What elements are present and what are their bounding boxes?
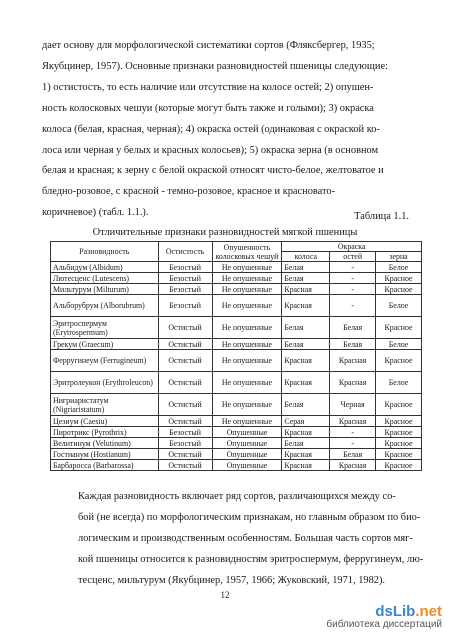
spike-color-cell: Красная xyxy=(282,460,330,471)
watermark-subtitle: библиотека диссертаций xyxy=(326,619,442,630)
table-row xyxy=(51,273,422,284)
table-row xyxy=(51,449,422,460)
awn-cell: Безостый xyxy=(158,295,212,317)
text-line: белая и красная; к зерну с белой окраской относят чисто-белое, желтоватое и xyxy=(42,165,384,177)
variety-cell: Нигриаристатум (Nigriaristatum) xyxy=(51,394,159,416)
text-line: бой (не всегда) по морфологическим признакам, но главным образом по био- xyxy=(78,511,421,523)
table-row xyxy=(51,317,422,339)
grain-color-cell: Красное xyxy=(376,427,422,438)
awns-color-cell: Белая xyxy=(330,317,376,339)
watermark-logo-a: dsLib xyxy=(375,603,416,620)
header-awns: остей xyxy=(330,252,376,262)
spike-color-cell: Красная xyxy=(282,350,330,372)
header-awn: Остистость xyxy=(158,242,212,262)
grain-color-cell: Красное xyxy=(376,273,422,284)
spike-color-cell: Белая xyxy=(282,438,330,449)
awns-color-cell: - xyxy=(330,273,376,284)
header-grain: зерна xyxy=(376,252,422,262)
variety-cell: Лютесценс (Lutescens) xyxy=(51,273,159,284)
varieties-table xyxy=(50,241,422,471)
variety-cell: Ферругинеум (Ferrugineum) xyxy=(51,350,159,372)
text-line: дает основу для морфологической систематики сортов (Фляксбергер, 1935; xyxy=(42,40,375,51)
text-line: Якубцинер, 1957). Основные признаки разновидностей пшеницы следующие: xyxy=(42,60,388,72)
watermark-logo xyxy=(326,603,442,620)
awns-color-cell: Черная xyxy=(330,394,376,416)
text-line: 1) остистость, то есть наличие или отсутствие на колосе остей; 2) опушен- xyxy=(42,81,374,93)
text-line: ность колосковых чешуи (которые могут быть также и голыми); 3) окраска xyxy=(42,102,374,114)
awns-color-cell: Красная xyxy=(330,416,376,427)
watermark-logo-b: .net xyxy=(415,603,442,620)
grain-color-cell: Красное xyxy=(376,449,422,460)
variety-cell: Эритролеукон (Erythroleucon) xyxy=(51,372,159,394)
spike-color-cell: Серая xyxy=(282,416,330,427)
pubescence-cell: Не опушенные xyxy=(212,416,282,427)
variety-cell: Мильтурум (Milturum) xyxy=(51,284,159,295)
spike-color-cell: Белая xyxy=(282,262,330,273)
table-row xyxy=(51,339,422,350)
spike-color-cell: Белая xyxy=(282,273,330,284)
awns-color-cell: Белая xyxy=(330,339,376,350)
awn-cell: Остистый xyxy=(158,394,212,416)
table-row xyxy=(51,295,422,317)
pubescence-cell: Не опушенные xyxy=(212,350,282,372)
spike-color-cell: Белая xyxy=(282,394,330,416)
awn-cell: Безостый xyxy=(158,438,212,449)
table-row xyxy=(51,284,422,295)
variety-cell: Альбидум (Albidum) xyxy=(51,262,159,273)
grain-color-cell: Белое xyxy=(376,372,422,394)
watermark xyxy=(326,603,442,630)
text-line: бледно-розовое, с красной - темно-розовое, красное и красновато- xyxy=(42,186,336,198)
awn-cell: Остистый xyxy=(158,350,212,372)
header-color: Окраска xyxy=(282,242,422,252)
awn-cell: Остистый xyxy=(158,416,212,427)
awn-cell: Остистый xyxy=(158,339,212,350)
awns-color-cell: - xyxy=(330,427,376,438)
pubescence-cell: Не опушенные xyxy=(212,273,282,284)
text-line: Каждая разновидность включает ряд сортов, различающихся между со- xyxy=(78,491,396,502)
page-number: 12 xyxy=(220,590,230,600)
spike-color-cell: Красная xyxy=(282,427,330,438)
intro-paragraph xyxy=(42,36,412,224)
grain-color-cell: Красное xyxy=(376,317,422,339)
spike-color-cell: Белая xyxy=(282,339,330,350)
pubescence-cell: Опушенные xyxy=(212,449,282,460)
awns-color-cell: Красная xyxy=(330,350,376,372)
variety-cell: Барбаросса (Barbarossa) xyxy=(51,460,159,471)
awn-cell: Безостый xyxy=(158,262,212,273)
pubescence-cell: Не опушенные xyxy=(212,317,282,339)
awn-cell: Безостый xyxy=(158,427,212,438)
text-line: тесценс, мильтурум (Якубцинер, 1957, 1966; Жуковский, 1971, 1982). xyxy=(78,574,386,586)
variety-cell: Альборубрум (Alborubrum) xyxy=(51,295,159,317)
awn-cell: Остистый xyxy=(158,449,212,460)
header-pubescence: Опушенность колосковых чешуй xyxy=(212,242,282,262)
grain-color-cell: Красное xyxy=(376,438,422,449)
awn-cell: Остистый xyxy=(158,372,212,394)
awn-cell: Безостый xyxy=(158,273,212,284)
table-title: Отличительные признаки разновидностей мягкой пшеницы xyxy=(92,227,358,238)
text-line: кой пшеницы относится к разновидностям эритроспермум, ферругинеум, лю- xyxy=(78,553,424,565)
awn-cell: Безостый xyxy=(158,284,212,295)
table-row xyxy=(51,427,422,438)
awns-color-cell: Красная xyxy=(330,460,376,471)
table-row xyxy=(51,460,422,471)
grain-color-cell: Красное xyxy=(376,350,422,372)
grain-color-cell: Белое xyxy=(376,262,422,273)
awns-color-cell: Белая xyxy=(330,449,376,460)
table-row xyxy=(51,372,422,394)
text-line: логическим и производственным особенностям. Большая часть сортов мяг- xyxy=(78,532,413,544)
grain-color-cell: Белое xyxy=(376,339,422,350)
pubescence-cell: Не опушенные xyxy=(212,284,282,295)
awn-cell: Остистый xyxy=(158,317,212,339)
table-row xyxy=(51,438,422,449)
table-row xyxy=(51,350,422,372)
spike-color-cell: Красная xyxy=(282,295,330,317)
grain-color-cell: Красное xyxy=(376,460,422,471)
variety-cell: Цезиум (Caesiu) xyxy=(51,416,159,427)
pubescence-cell: Не опушенные xyxy=(212,262,282,273)
closing-paragraph xyxy=(42,487,424,592)
spike-color-cell: Красная xyxy=(282,284,330,295)
grain-color-cell: Красное xyxy=(376,416,422,427)
text-line: коричневое) (табл. 1.1.). xyxy=(42,207,149,219)
table-body xyxy=(51,262,422,471)
pubescence-cell: Не опушенные xyxy=(212,339,282,350)
grain-color-cell: Белое xyxy=(376,295,422,317)
variety-cell: Гостианум (Hostianum) xyxy=(51,449,159,460)
awns-color-cell: Красная xyxy=(330,372,376,394)
grain-color-cell: Красное xyxy=(376,284,422,295)
pubescence-cell: Опушенные xyxy=(212,438,282,449)
spike-color-cell: Красная xyxy=(282,372,330,394)
pubescence-cell: Не опушенные xyxy=(212,372,282,394)
pubescence-cell: Опушенные xyxy=(212,427,282,438)
variety-cell: Эритроспермум (Erytrospermum) xyxy=(51,317,159,339)
pubescence-cell: Не опушенные xyxy=(212,394,282,416)
table-row xyxy=(51,262,422,273)
variety-cell: Пиротрикс (Pyrothrix) xyxy=(51,427,159,438)
table-row xyxy=(51,394,422,416)
text-line: лоса или черная у белых и красных колосьев); 5) окраска зерна (в основном xyxy=(42,144,379,156)
pubescence-cell: Опушенные xyxy=(212,460,282,471)
spike-color-cell: Белая xyxy=(282,317,330,339)
awn-cell: Остистый xyxy=(158,460,212,471)
table-row xyxy=(51,416,422,427)
awns-color-cell: - xyxy=(330,295,376,317)
spike-color-cell: Красная xyxy=(282,449,330,460)
pubescence-cell: Не опушенные xyxy=(212,295,282,317)
variety-cell: Велитинум (Velutinum) xyxy=(51,438,159,449)
header-spike: колоса xyxy=(282,252,330,262)
awns-color-cell: - xyxy=(330,438,376,449)
awns-color-cell: - xyxy=(330,284,376,295)
text-line: колоса (белая, красная, черная); 4) окраска остей (одинаковая с окраской ко- xyxy=(42,123,380,135)
header-variety: Разновидность xyxy=(51,242,159,262)
variety-cell: Грекум (Graecum) xyxy=(51,339,159,350)
awns-color-cell: - xyxy=(330,262,376,273)
grain-color-cell: Красное xyxy=(376,394,422,416)
table-number: Таблица 1.1. xyxy=(354,211,409,222)
